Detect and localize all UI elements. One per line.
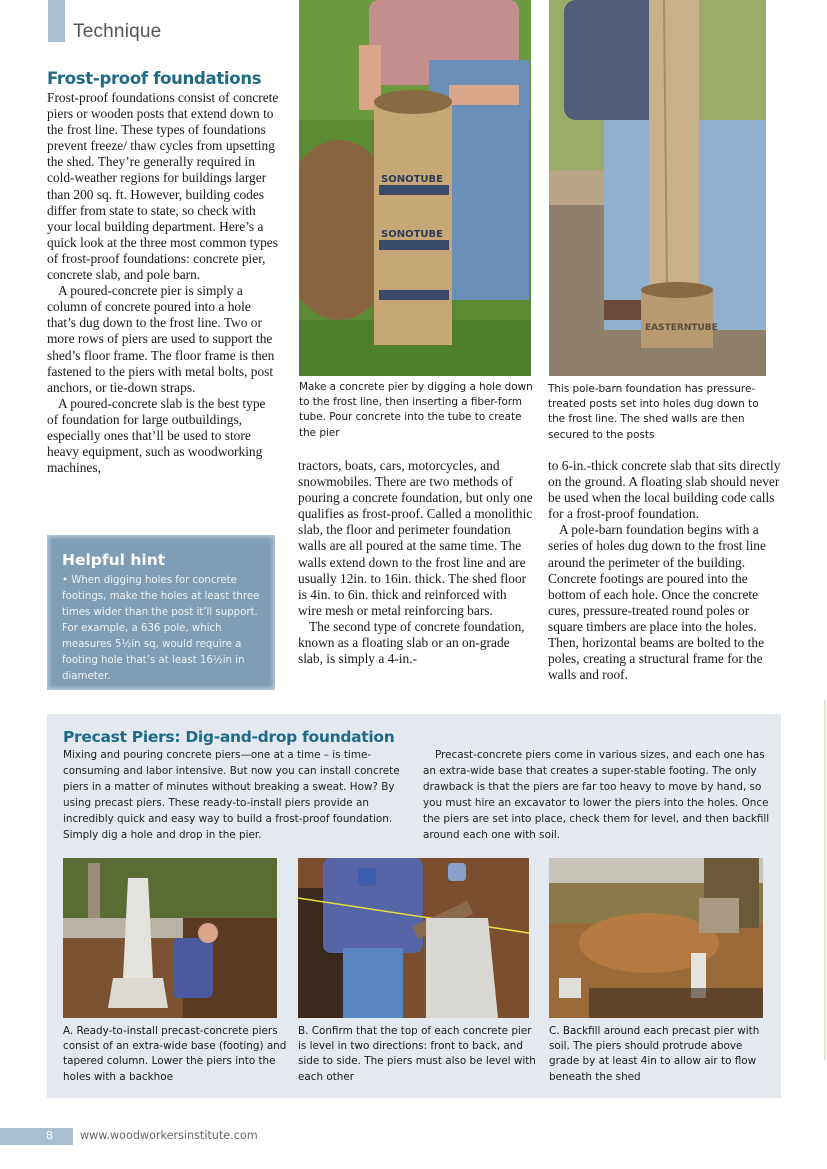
precast-photo-a xyxy=(63,858,277,1018)
tube-label: EASTERNTUBE xyxy=(645,323,718,333)
precast-left-text: Mixing and pouring concrete piers—one at a time – is time-consuming and labor intensive. But now you can install concrete piers in a matter of minutes without breaking a sweat. How? By using precast piers. These ready-to-install piers provide an incredibly quick and easy way to build a frost-proof foundation. Simply dig a hole and drop in the pier. xyxy=(63,749,400,841)
precast-caption-b: B. Confirm that the top of each concrete pier is level in two directions: front to back, and side to side. The piers must also be level with each other xyxy=(298,1025,536,1083)
paragraph: A pole-barn foundation begins with a series of holes dug down to the frost line around the perimeter of the building. Concrete footings are poured into the bottom of each hole. Once the concrete cures, pressure-treated round poles or square timbers are place into the holes. Then, horizontal beams are bolted to the poles, creating a structural frame for the walls and roof. xyxy=(548,522,766,683)
tube-label: SONOTUBE xyxy=(381,174,443,185)
paragraph: A poured-concrete pier is simply a column of concrete poured into a hole that’s dug down to the frost line. Two or more rows of piers are used to support the shed’s floor frame. The floor frame is then fastened to the piers with metal bolts, post anchors, or tie-down straps. xyxy=(47,283,275,395)
pole-barn-caption: This pole-barn foundation has pressure-treated posts set into holes dug down to the frost line. The shed walls are then secured to the posts xyxy=(548,383,759,441)
hint-body: • When digging holes for concrete footings, make the holes at least three times wider than the post it’ll support. For example, a 636 pole, which measures 5½in sq, would require a footing hole that’s at least 16½in in diameter. xyxy=(62,575,260,682)
precast-caption-c: C. Backfill around each precast pier with soil. The piers should protrude above grade by at least 4in to allow air to flow beneath the shed xyxy=(549,1025,760,1083)
precast-title: Precast Piers: Dig-and-drop foundation xyxy=(63,728,395,746)
paragraph: Frost-proof foundations consist of concrete piers or wooden posts that extend down to the frost line. These types of foundations prevent freeze/ thaw cycles from upsetting the shed. They’re generally required in cold-weather regions for buildings larger than 200 sq. ft. However, building codes differ from state to state, so check with your local building department. Here’s a quick look at the three most common types of frost-proof foundations: concrete pier, concrete slab, and pole barn. xyxy=(47,90,279,283)
sonotube-photo xyxy=(299,0,531,376)
paragraph: Precast-concrete piers come in various sizes, and each one has an extra-wide base that creates a super-stable footing. The only drawback is that the piers are far too heavy to move by hand, so you must hire an excavator to lower the piers into the holes. Once the piers are set into place, check them for level, and then backfill around each one with soil. xyxy=(423,749,770,841)
page-number: 8 xyxy=(46,1129,53,1142)
paragraph: A poured-concrete slab is the best type of foundation for large outbuildings, especially ones that’ll be used to store heavy equipment, such as woodworking machines, xyxy=(47,395,266,476)
paragraph: to 6-in.-thick concrete slab that sits directly on the ground. A floating slab should never be used when the local building code calls for a frost-proof foundation. xyxy=(548,458,781,522)
tube-label: SONOTUBE xyxy=(381,229,443,240)
paragraph: tractors, boats, cars, motorcycles, and snowmobiles. There are two methods of pouring a concrete foundation, but only one qualifies as frost-proof. Called a monolithic slab, the floor and perimeter foundation walls are all poured at the same time. The walls extend down to the frost line and are usually 12in. to 16in. thick. The shed floor is 4in. to 6in. thick and reinforced with wire mesh or metal reinforcing bars. xyxy=(298,458,533,618)
page-number-bar xyxy=(0,1128,73,1145)
precast-piers-box xyxy=(47,714,781,1098)
section-accent-bar xyxy=(48,0,65,42)
article-column-2 xyxy=(298,458,533,667)
precast-caption-a: A. Ready-to-install precast-concrete piers consist of an extra-wide base (footing) and tapered column. Lower the piers into the holes with a backhoe xyxy=(63,1025,287,1083)
precast-photo-b xyxy=(298,858,529,1018)
footer-url: www.woodworkersinstitute.com xyxy=(80,1129,258,1142)
article-column-1 xyxy=(47,90,279,476)
article-title: Frost-proof foundations xyxy=(47,69,262,88)
sonotube-caption: Make a concrete pier by digging a hole down to the frost line, then inserting a fiber-form tube. Pour concrete into the tube to create the pier xyxy=(299,381,533,439)
hint-title: Helpful hint xyxy=(62,551,166,569)
pole-barn-photo xyxy=(549,0,766,376)
article-column-3 xyxy=(548,458,783,683)
helpful-hint-box xyxy=(47,535,275,690)
adjacent-page-edge xyxy=(824,700,826,1060)
precast-right-text xyxy=(423,747,775,843)
paragraph: The second type of concrete foundation, known as a floating slab or an on-grade slab, is simply a 4-in.- xyxy=(298,618,525,667)
section-label: Technique xyxy=(73,21,162,42)
precast-photo-c xyxy=(549,858,763,1018)
